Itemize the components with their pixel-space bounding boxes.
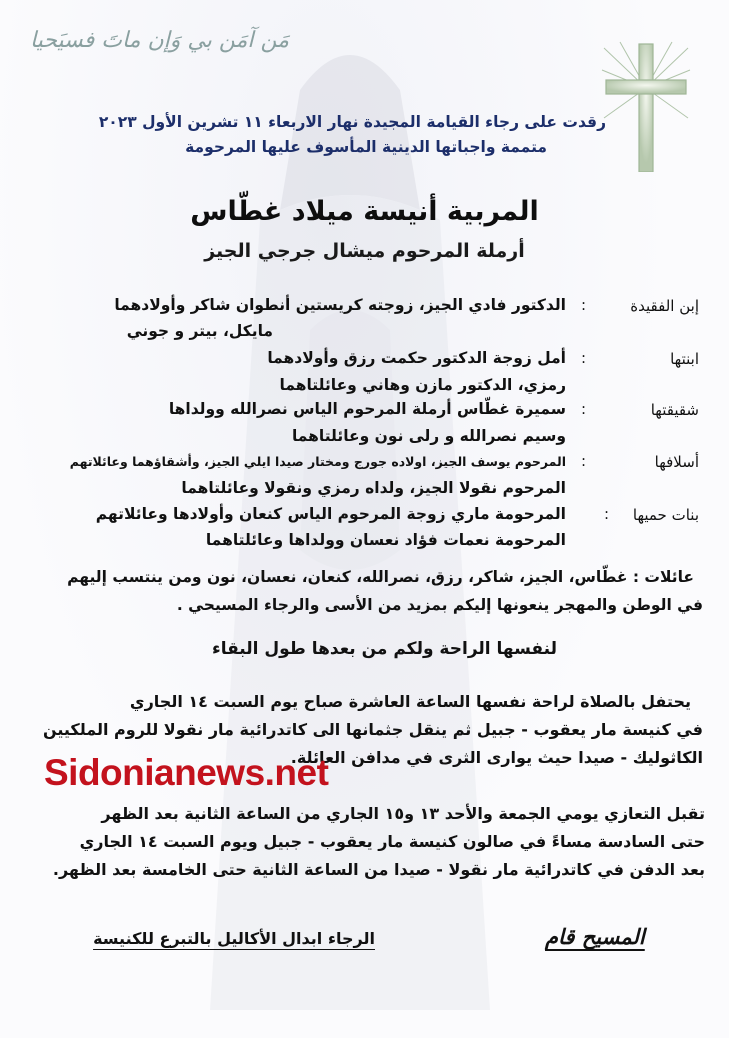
funeral-line-3: الكاثوليك - صيدا حيث يوارى الثرى في مدافن العائلة. — [290, 748, 703, 767]
relative-line: المرحوم يوسف الجيز، اولاده جورج ومختار صيدا ايلي الجيز، وأشقاؤهما وعائلاتهم — [69, 454, 566, 469]
colon: : — [580, 400, 586, 418]
motto-verse: مَن آمَن بي وَإن ماتَ فسيَحيا — [29, 28, 289, 53]
families-line-2: في الوطن والمهجر ينعونها إليكم بمزيد من الأسى والرجاء المسيحي . — [176, 596, 703, 614]
intro-line-1: رقدت على رجاء القيامة المجيدة نهار الاربعاء ١١ تشرين الأول ٢٠٢٣ — [98, 113, 606, 131]
families-line-1: عائلات : غطّاس، الجيز، شاكر، رزق، نصرالله، كنعان، نعسان، نون ومن ينتسب إليهم — [67, 568, 694, 586]
condolences-line-3: بعد الدفن في كاتدرائية مار نقولا - صيدا من الساعة الثانية حتى الخامسة بعد الظهر. — [52, 860, 705, 879]
relative-label-sister: شقيقتها — [650, 401, 699, 419]
relative-label-husbands-sisters: بنات حميها — [632, 506, 699, 524]
condolences-line-1: تقبل التعازي يومي الجمعة والأحد ١٣ و١٥ الجاري من الساعة الثانية بعد الظهر — [101, 804, 705, 823]
colon: : — [580, 452, 586, 470]
colon: : — [603, 505, 609, 523]
relative-line: الدكتور فادي الجيز، زوجته كريستين أنطوان شاكر وأولادهما — [114, 296, 566, 314]
relative-line: رمزي، الدكتور مازن وهاني وعائلتاهما — [279, 376, 566, 394]
cross-icon — [600, 40, 692, 172]
relative-line: المرحومة ماري زوجة المرحوم الياس كنعان وأولادها وعائلاتهم — [95, 505, 566, 523]
relative-line: سميرة غطّاس أرملة المرحوم الياس نصرالله وولداها — [168, 400, 566, 418]
rest-phrase: لنفسها الراحة ولكم من بعدها طول البقاء — [212, 639, 557, 659]
relative-line: مايكل، بيتر و جوني — [126, 322, 273, 340]
wreath-note: الرجاء ابدال الأكاليل بالتبرع للكنيسة — [93, 929, 375, 948]
relative-line: وسيم نصرالله و رلى نون وعائلتاهما — [291, 427, 566, 445]
deceased-name: المربية أنيسة ميلاد غطّاس — [190, 196, 539, 227]
colon: : — [580, 349, 586, 367]
funeral-line-1: يحتفل بالصلاة لراحة نفسها الساعة العاشرة صباح يوم السبت ١٤ الجاري — [129, 692, 691, 711]
intro-line-2: متممة واجباتها الدينية المأسوف عليها المرحومة — [185, 138, 547, 156]
relative-label-in-laws: أسلافها — [654, 453, 699, 471]
condolences-line-2: حتى السادسة مساءً في صالون كنيسة مار يعقوب - جبيل ويوم السبت ١٤ الجاري — [79, 832, 705, 851]
relative-line: أمل زوجة الدكتور حكمت رزق وأولادهما — [267, 349, 566, 367]
colon: : — [580, 296, 586, 314]
relative-line: المرحوم نقولا الجيز، ولداه رمزي ونقولا وعائلتاهما — [181, 479, 566, 497]
funeral-line-2: في كنيسة مار يعقوب - جبيل ثم ينقل جثمانها الى كاتدرائية مار نقولا للروم الملكيين — [42, 720, 703, 739]
site-watermark: Sidonianews.net — [44, 752, 329, 793]
deceased-widow-of: أرملة المرحوم ميشال جرجي الجيز — [204, 240, 525, 262]
relative-label-son: إبن الفقيدة — [630, 297, 699, 315]
relative-label-daughter: ابنتها — [670, 350, 699, 368]
relative-line: المرحومة نعمات فؤاد نعسان وولداها وعائلتاهما — [205, 531, 566, 549]
christ-is-risen: المسيح قام — [545, 925, 645, 949]
